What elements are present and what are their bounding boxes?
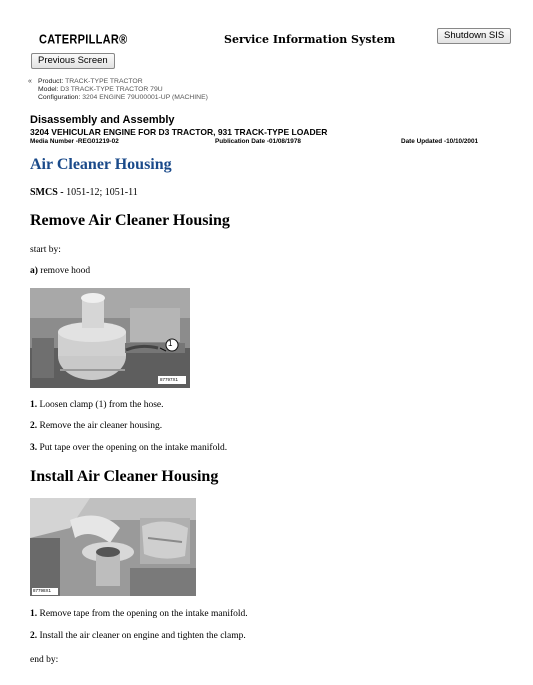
step-text: Install the air cleaner on engine and tighten the clamp.: [39, 631, 246, 641]
step-number: 2.: [30, 421, 38, 431]
document-subtitle: 3204 VEHICULAR ENGINE FOR D3 TRACTOR, 931 TRACK-TYPE LOADER: [30, 127, 328, 137]
product-value: TRACK-TYPE TRACTOR: [65, 78, 143, 85]
start-step: [30, 266, 90, 276]
remove-step-2: [30, 421, 162, 431]
shutdown-sis-button[interactable]: Shutdown SIS: [437, 28, 511, 44]
smcs-value: 1051-12; 1051-11: [66, 187, 138, 198]
media-number: Media Number -REG01219-02: [30, 138, 119, 145]
product-info: [30, 78, 208, 102]
end-by-label: end by:: [30, 655, 59, 665]
date-updated: Date Updated -10/10/2001: [401, 138, 479, 145]
caterpillar-logo: CATERPILLAR®: [39, 33, 128, 47]
step-text: Loosen clamp (1) from the hose.: [39, 400, 164, 410]
start-step-label: a): [30, 266, 38, 276]
install-step-1: [30, 609, 248, 619]
remove-heading: Remove Air Cleaner Housing: [30, 212, 230, 229]
back-arrow-icon[interactable]: «: [28, 78, 32, 85]
step-number: 1.: [30, 609, 38, 619]
figure-remove-housing: [30, 288, 190, 388]
start-step-text: remove hood: [40, 266, 91, 276]
step-text: Remove the air cleaner housing.: [39, 421, 163, 431]
previous-screen-button[interactable]: Previous Screen: [31, 53, 115, 69]
step-text: Remove tape from the opening on the intake manifold.: [39, 609, 248, 619]
remove-step-1: [30, 400, 164, 410]
configuration-value: 3204 ENGINE 79U00001-UP (MACHINE): [82, 94, 208, 101]
figure-install-housing: [30, 498, 196, 596]
step-number: 2.: [30, 631, 38, 641]
figure-install-housing-photo: [30, 498, 196, 596]
figure1-callout: 1: [168, 339, 173, 348]
figure1-code: 87797X1: [160, 377, 179, 382]
smcs-label: SMCS -: [30, 187, 64, 198]
section-title: Disassembly and Assembly: [30, 114, 175, 126]
publication-date: Publication Date -01/08/1978: [215, 138, 301, 145]
remove-step-3: [30, 443, 227, 453]
smcs-codes: [30, 187, 138, 198]
configuration-label: Configuration:: [38, 94, 81, 101]
model-label: Model:: [38, 86, 59, 93]
start-by-label: start by:: [30, 245, 61, 255]
figure2-code: 87798X1: [33, 588, 52, 593]
model-value: D3 TRACK-TYPE TRACTOR 79U: [60, 86, 163, 93]
page-header-title: Service Information System: [224, 33, 396, 46]
product-label: Product:: [38, 78, 64, 85]
step-number: 3.: [30, 443, 38, 453]
install-step-2: [30, 631, 246, 641]
page-title: Air Cleaner Housing: [30, 156, 172, 173]
figure-remove-housing-photo: [30, 288, 190, 388]
step-text: Put tape over the opening on the intake manifold.: [39, 443, 228, 453]
install-heading: Install Air Cleaner Housing: [30, 468, 219, 485]
step-number: 1.: [30, 400, 38, 410]
